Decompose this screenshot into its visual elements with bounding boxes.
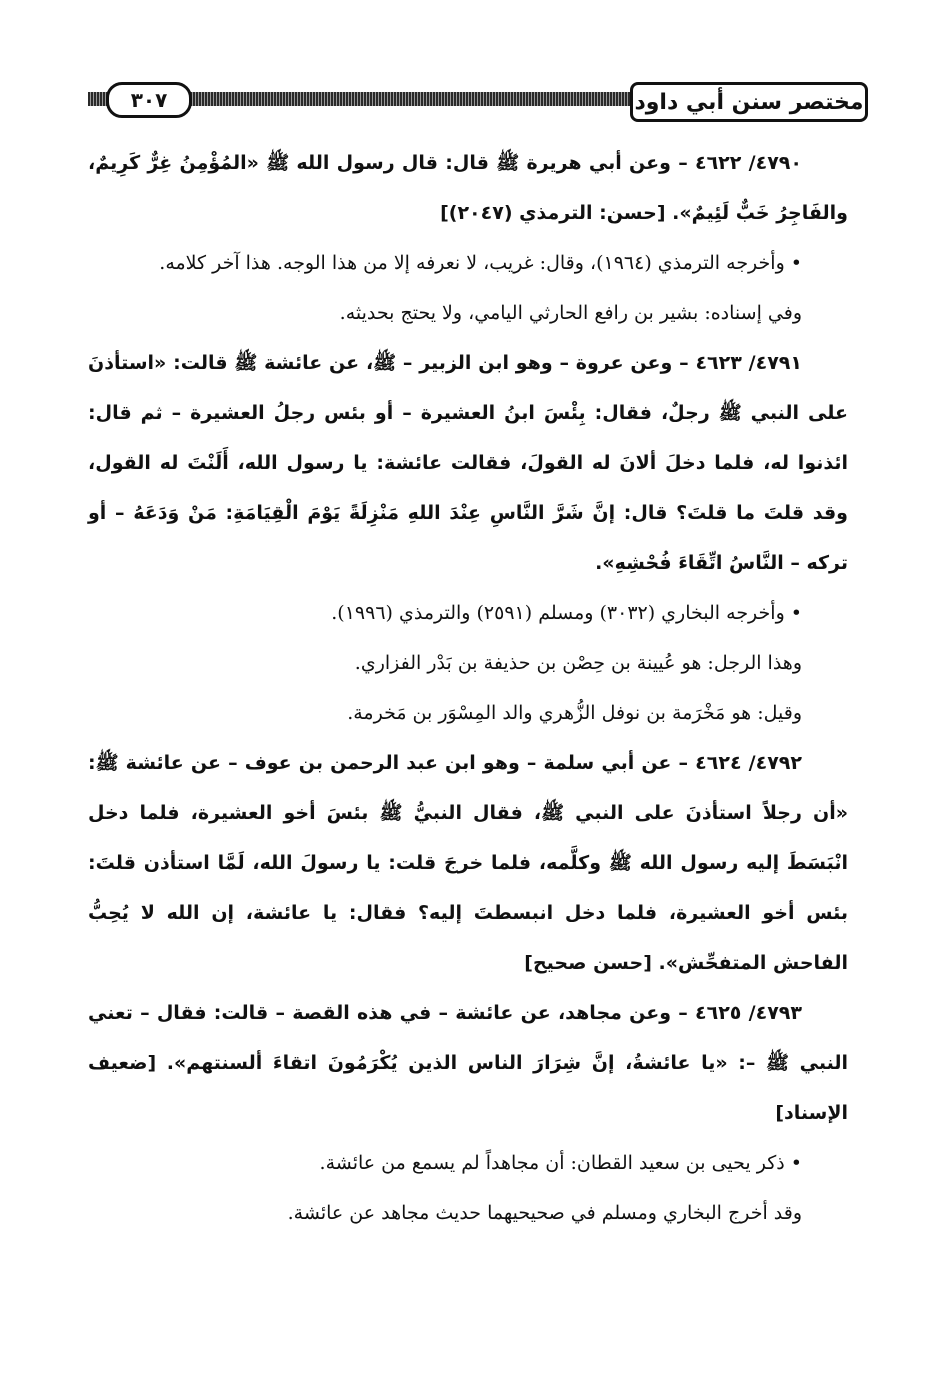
page-number: ٣٠٧ <box>106 82 192 118</box>
commentary-paragraph: وقيل: هو مَخْرَمة بن نوفل الزُّهري والد المِسْوَر بن مَخرمة. <box>347 702 802 724</box>
commentary-paragraph: وهذا الرجل: هو عُيينة بن حِصْن بن حذيفة بن بَدْر الفزاري. <box>354 652 802 674</box>
hadith-4793: ٤٧٩٣/ ٤٦٢٥ – وعن مجاهد، عن عائشة – في هذه القصة – قالت: فقال – تعني النبي ﷺ –: «يا عائشةُ، إنَّ شِرَارَ الناس الذين يُكْرَمُونَ اتقاءَ ألسنتهم». [ضعيف الإسناد] <box>88 1002 848 1124</box>
commentary-bullet: • ذكر يحيى بن سعيد القطان: أن مجاهداً لم يسمع من عائشة. <box>319 1152 802 1174</box>
commentary-bullet: • وأخرجه الترمذي (١٩٦٤)، وقال: غريب، لا نعرفه إلا من هذا الوجه. هذا آخر كلامه. <box>159 252 802 274</box>
commentary-paragraph: وقد أخرج البخاري ومسلم في صحيحيهما حديث مجاهد عن عائشة. <box>287 1202 802 1224</box>
page-body <box>88 138 848 1238</box>
hadith-4792: ٤٧٩٢/ ٤٦٢٤ – عن أبي سلمة – وهو ابن عبد الرحمن بن عوف – عن عائشة ﷺ: «أن رجلاً استأذنَ على النبي ﷺ، فقال النبيُّ ﷺ بئسَ أخو العشيرة، فلما دخل انْبَسَطَ إليه رسول الله ﷺ وكلَّمه، فلما خرجَ قلت: يا رسولَ الله، لَمَّا استأذن قلتَ: بئس أخو العشيرة، فلما دخل انبسطتَ إليه؟ فقال: يا عائشة، إن الله لا يُحِبُّ الفاحش المتفحِّش». [حسن صحيح] <box>88 752 848 974</box>
hadith-4791: ٤٧٩١/ ٤٦٢٣ – وعن عروة – وهو ابن الزبير – ﷺ، عن عائشة ﷺ قالت: «استأذنَ على النبي ﷺ رجلٌ، فقال: بِئْسَ ابنُ العشيرة – أو بئس رجلُ العشيرة – ثم قال: ائذنوا له، فلما دخلَ ألانَ له القولَ، فقالت عائشة: يا رسول الله، أَلَنْتَ له القول، وقد قلتَ ما قلتَ؟ قال: إنَّ شَرَّ النَّاسِ عِنْدَ اللهِ مَنْزِلَةً يَوْمَ الْقِيَامَةِ: مَنْ وَدَعَهُ – أو تركه – النَّاسُ اتِّقَاءَ فُحْشِهِ». <box>88 352 848 574</box>
commentary-bullet: • وأخرجه البخاري (٣٠٣٢) ومسلم (٢٥٩١) والترمذي (١٩٩٦). <box>331 602 802 624</box>
page-header <box>88 82 868 120</box>
commentary-paragraph: وفي إسناده: بشير بن رافع الحارثي اليامي، ولا يحتج بحديثه. <box>339 302 802 324</box>
hadith-4790: ٤٧٩٠/ ٤٦٢٢ – وعن أبي هريرة ﷺ قال: قال رسول الله ﷺ «المُؤْمِنُ غِرٌّ كَرِيمٌ، والفَاجِرُ خَبٌّ لَئِيمٌ». [حسن: الترمذي (٢٠٤٧)] <box>88 152 848 224</box>
book-title: مختصر سنن أبي داود <box>630 82 868 122</box>
